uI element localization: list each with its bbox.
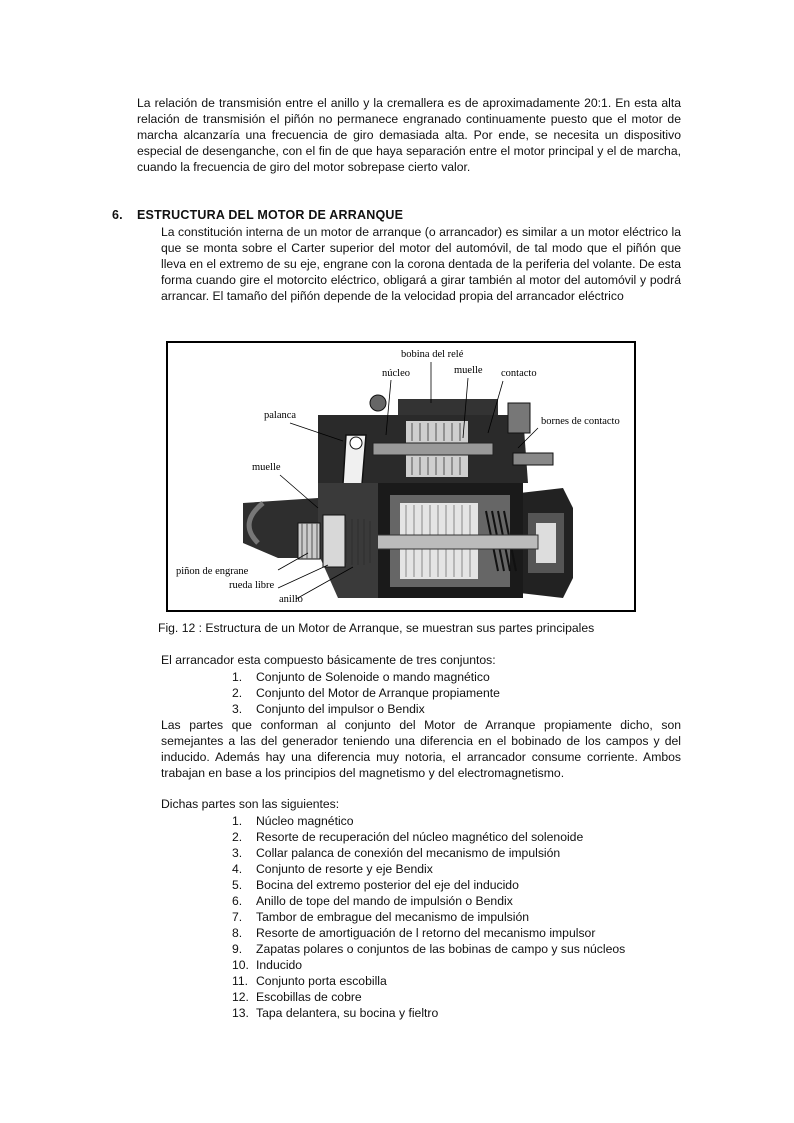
list-item: 10. Inducido — [232, 958, 303, 972]
list-item: 12. Escobillas de cobre — [232, 990, 362, 1004]
label-bobina: bobina del relé — [401, 349, 464, 360]
list-item: 1. Conjunto de Solenoide o mando magnético — [232, 670, 490, 684]
label-muelle-top: muelle — [454, 365, 483, 376]
label-anillo: anillo — [279, 594, 303, 605]
conjuntos-list — [232, 669, 500, 717]
list-item: 3. Conjunto del impulsor o Bendix — [232, 702, 425, 716]
partes-list — [232, 813, 625, 1021]
list-item: 2. Resorte de recuperación del núcleo magnético del solenoide — [232, 830, 584, 844]
list-item: 8. Resorte de amortiguación de l retorno del mecanismo impulsor — [232, 926, 596, 940]
conjuntos-intro: El arrancador esta compuesto básicamente de tres conjuntos: — [161, 653, 496, 667]
label-contacto: contacto — [501, 368, 537, 379]
partes-intro: Dichas partes son las siguientes: — [161, 797, 340, 811]
list-item: 7. Tambor de embrague del mecanismo de impulsión — [232, 910, 530, 924]
section-heading — [112, 208, 403, 222]
label-nucleo: núcleo — [382, 368, 410, 379]
section-title: ESTRUCTURA DEL MOTOR DE ARRANQUE — [137, 208, 404, 222]
label-pinon: piñon de engrane — [176, 566, 249, 577]
label-muelle-left: muelle — [252, 462, 281, 473]
list-item: 3. Collar palanca de conexión del mecanismo de impulsión — [232, 846, 561, 860]
list-item: 13. Tapa delantera, su bocina y fieltro — [232, 1006, 439, 1020]
section-number: 6. — [112, 208, 123, 222]
figure-caption: Fig. 12 : Estructura de un Motor de Arranque, se muestran sus partes principales — [158, 621, 595, 635]
list-item: 11. Conjunto porta escobilla — [232, 974, 387, 988]
list-item: 4. Conjunto de resorte y eje Bendix — [232, 862, 433, 876]
list-item: 9. Zapatas polares o conjuntos de las bobinas de campo y sus núcleos — [232, 942, 626, 956]
list-item: 5. Bocina del extremo posterior del eje del inducido — [232, 878, 519, 892]
label-rueda: rueda libre — [229, 580, 275, 591]
partes-paragraph: Las partes que conforman al conjunto del Motor de Arranque propiamente dicho, son semejantes a las del generador teniendo una diferencia en el bobinado de los campos y del inducido. Además hay una diferencia muy notoria, el arrancador consume corriente. Ambos trabajan en base a los principios del magnetismo y del electromagnetismo. — [161, 718, 681, 780]
starter-motor-figure — [166, 341, 636, 612]
label-palanca: palanca — [264, 410, 297, 421]
intro-paragraph: La relación de transmisión entre el anillo y la cremallera es de aproximadamente 20:1. En esta alta relación de transmisión el piñón no permanece engranado continuamente puesto que el motor de marcha alcanzaría una frecuencia de giro demasiada alta. Por ende, se necesita un dispositivo especial de desenganche, con el fin de que haya separación entre el motor principal y el de marcha, cuando la frecuencia de giro del motor sobrepase cierto valor. — [137, 96, 681, 174]
list-item: 6. Anillo de tope del mando de impulsión o Bendix — [232, 894, 513, 908]
list-item: 2. Conjunto del Motor de Arranque propiamente — [232, 686, 500, 700]
section-paragraph: La constitución interna de un motor de arranque (o arrancador) es similar a un motor eléctrico la que se monta sobre el Carter superior del motor del automóvil, de tal modo que el piñón que lleva en el extremo de su eje, engrane con la corona dentada de la periferia del volante. De esta forma cuando gire el motorcito eléctrico, obligará a girar también al motor del automóvil y podrá arrancar. El tamaño del piñón depende de la velocidad propia del arrancador eléctrico — [161, 225, 681, 303]
label-bornes: bornes de contacto — [541, 416, 620, 427]
list-item: 1. Núcleo magnético — [232, 814, 354, 828]
